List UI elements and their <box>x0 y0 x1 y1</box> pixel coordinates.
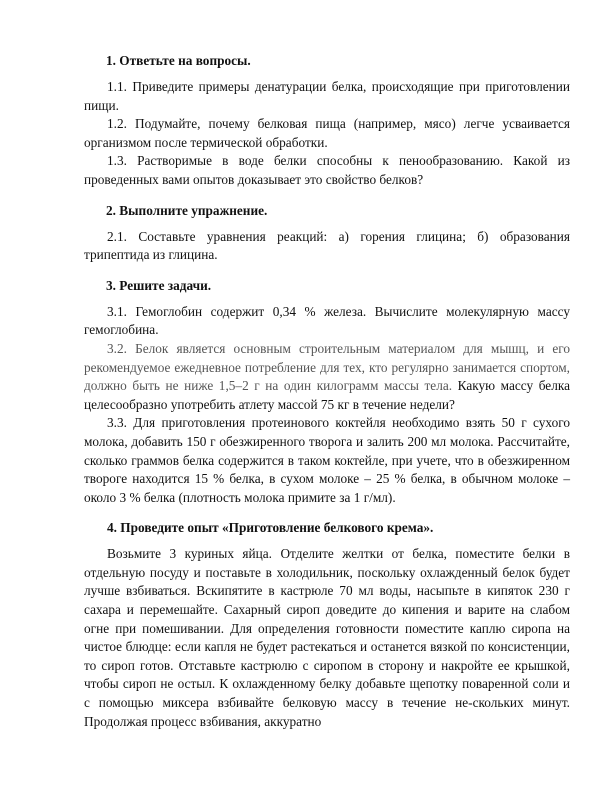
exercise-2-1: 2.1. Составьте уравнения реакций: а) горения глицина; б) образования трипептида из глицина. <box>84 228 570 263</box>
section-1-heading: 1. Ответьте на вопросы. <box>106 53 251 68</box>
task-3-2-gray-text: 3.2. Белок является основным строительным материалом для мышц, и его рекомендуемое ежедневное потребление для тех, кто регулярно занимается спортом, должно быть не ниже 1,5–2 г на один килограмм массы тела. <box>84 340 570 394</box>
task-3-2-question: Какую массу белка целесообразно употребить атлету массой 75 кг в течение недели? <box>84 378 571 412</box>
question-1-1: 1.1. Приведите примеры денатурации белка, происходящие при приготовлении пищи. <box>84 79 570 113</box>
section-2-heading: 2. Выполните упражнение. <box>106 202 268 218</box>
question-1-2: 1.2. Подумайте, почему белковая пища (например, мясо) легче усваивается организмом после термической обработки. <box>84 116 570 150</box>
experiment-text: Возьмите 3 куриных яйца. Отделите желтки от белка, поместите белки в отдельную посуду и поставьте в холодильник, поскольку охлажденный белок будет лучше взбиваться. Вскипятите в кастрюле 70 мл воды, насыпьте в кипяток 230 г сахара и перемешайте. Сахарный сироп доведите до кипения и варите на слабом огне при помешивании. Для определения готовности поместите каплю сиропа на чистое блюдце: если капля не будет растекаться и останется вязкой по консистенции, то сироп готов. Отставьте кастрюлю с сиропом в сторону и накройте ее крышкой, чтобы сироп не остыл. К охлажденному белку добавьте щепотку поваренной соли и с помощью миксера взбивайте белковую массу в течение не-скольких минут. Продолжая процесс взбивания, аккуратно <box>84 546 570 729</box>
task-3-1: 3.1. Гемоглобин содержит 0,34 % железа. Вычислите молекулярную массу гемоглобина. <box>84 303 570 338</box>
section-4-heading: 4. Проведите опыт «Приготовление белкового крема». <box>107 520 434 536</box>
question-1-3: 1.3. Растворимые в воде белки способны к пенообразованию. Какой из проведенных вами опытов доказывает это свойство белков? <box>84 153 570 187</box>
task-3-2 <box>84 340 570 414</box>
section-3-heading: 3. Решите задачи. <box>106 277 212 293</box>
task-3-3: 3.3. Для приготовления протеинового коктейля необходимо взять 50 г сухого молока, добавить 150 г обезжиренного творога и залить 200 мл молока. Рассчитайте, сколько граммов белка содержится в таком коктейле, при учете, что в обезжиренном твороге находится 15 % белка, в сухом молоке – 25 % белка, в обычном молоке – около 3 % белка (плотность молока примите за 1 г/мл). <box>84 415 570 505</box>
